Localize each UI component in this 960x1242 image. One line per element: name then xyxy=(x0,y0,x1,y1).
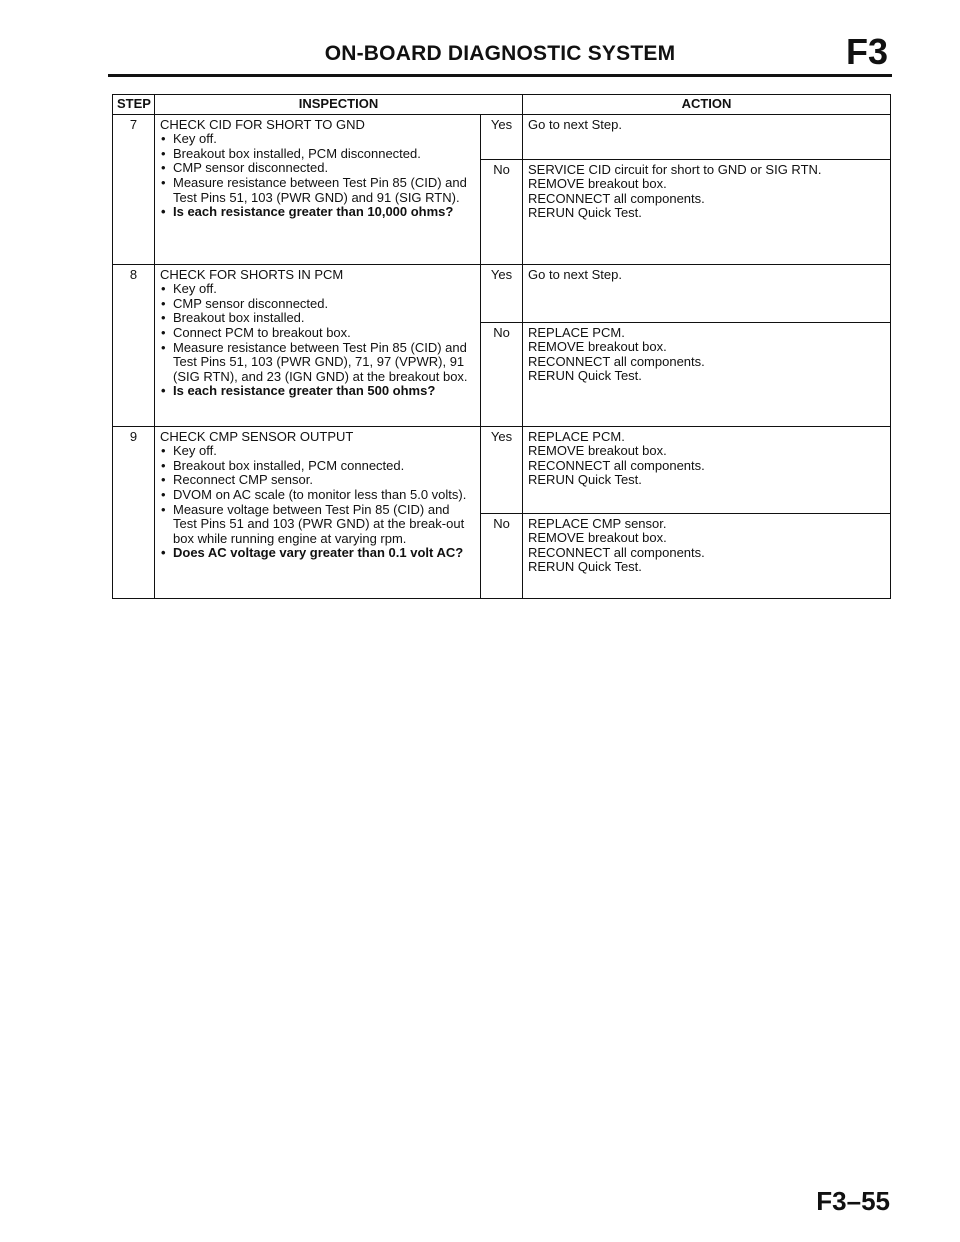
inspection-cell xyxy=(155,114,481,264)
step-number: 7 xyxy=(113,114,155,264)
action-cell-yes xyxy=(523,264,891,322)
action-line: Go to next Step. xyxy=(528,266,622,282)
action-line: REPLACE PCM. xyxy=(528,428,625,444)
action-line: REMOVE breakout box. xyxy=(528,176,667,192)
action-line: REMOVE breakout box. xyxy=(528,339,667,355)
action-cell-yes xyxy=(523,426,891,513)
inspection-item: • CMP sensor disconnected. xyxy=(160,161,475,176)
result-yes-label: Yes xyxy=(481,264,523,322)
action-line: REMOVE breakout box. xyxy=(528,443,667,459)
result-no-label: No xyxy=(481,322,523,426)
inspection-item: • Breakout box installed, PCM disconnected. xyxy=(160,147,475,162)
inspection-question: • Is each resistance greater than 10,000 ohms? xyxy=(160,205,475,220)
action-line: Go to next Step. xyxy=(528,116,622,132)
header-rule xyxy=(108,74,892,77)
inspection-item: • Key off. xyxy=(160,282,475,297)
inspection-cell xyxy=(155,426,481,598)
inspection-title: CHECK FOR SHORTS IN PCM xyxy=(160,266,344,282)
inspection-item: • Key off. xyxy=(160,444,475,459)
inspection-item: • CMP sensor disconnected. xyxy=(160,297,475,312)
inspection-item: • Connect PCM to breakout box. xyxy=(160,326,475,341)
inspection-cell xyxy=(155,264,481,426)
result-no-label: No xyxy=(481,513,523,598)
inspection-question: • Does AC voltage vary greater than 0.1 volt AC? xyxy=(160,546,475,561)
table-row xyxy=(113,426,891,513)
inspection-item: • Breakout box installed. xyxy=(160,311,475,326)
inspection-list xyxy=(160,132,475,220)
result-yes-label: Yes xyxy=(481,114,523,159)
action-line: RECONNECT all components. xyxy=(528,190,705,206)
inspection-item: • Measure resistance between Test Pin 85 (CID) and Test Pins 51, 103 (PWR GND) and 91 (SIG RTN). xyxy=(160,176,475,205)
inspection-list xyxy=(160,444,475,561)
action-line: REMOVE breakout box. xyxy=(528,530,667,546)
inspection-item: • Breakout box installed, PCM connected. xyxy=(160,459,475,474)
inspection-item: • DVOM on AC scale (to monitor less than 5.0 volts). xyxy=(160,488,475,503)
action-line: RERUN Quick Test. xyxy=(528,205,642,221)
action-cell-yes xyxy=(523,114,891,159)
table-header-row xyxy=(113,95,891,115)
inspection-item: • Key off. xyxy=(160,132,475,147)
action-line: REPLACE PCM. xyxy=(528,324,625,340)
inspection-question: • Is each resistance greater than 500 ohms? xyxy=(160,384,475,399)
table-row xyxy=(113,264,891,322)
action-line: RECONNECT all components. xyxy=(528,353,705,369)
inspection-title: CHECK CID FOR SHORT TO GND xyxy=(160,116,365,132)
action-line: RECONNECT all components. xyxy=(528,544,705,560)
result-no-label: No xyxy=(481,159,523,264)
column-header-action: ACTION xyxy=(523,95,891,115)
action-line: REPLACE CMP sensor. xyxy=(528,515,667,531)
table-row xyxy=(113,114,891,159)
page-number: F3–55 xyxy=(816,1186,890,1216)
step-number: 9 xyxy=(113,426,155,598)
action-line: RECONNECT all components. xyxy=(528,457,705,473)
inspection-item: • Measure resistance between Test Pin 85 (CID) and Test Pins 51, 103 (PWR GND), 71, 97 (VPWR), 91 (SIG RTN), and 23 (IGN GND) at the breakout box. xyxy=(160,341,475,385)
section-code: F3 xyxy=(845,31,888,72)
inspection-list xyxy=(160,282,475,399)
action-line: SERVICE CID circuit for short to GND or SIG RTN. xyxy=(528,161,822,177)
inspection-item: • Reconnect CMP sensor. xyxy=(160,473,475,488)
action-line: RERUN Quick Test. xyxy=(528,559,642,575)
diagnostic-table xyxy=(112,94,891,599)
step-number: 8 xyxy=(113,264,155,426)
action-line: RERUN Quick Test. xyxy=(528,472,642,488)
action-line: RERUN Quick Test. xyxy=(528,368,642,384)
page-header xyxy=(108,31,892,74)
column-header-step: STEP xyxy=(113,95,155,115)
page-title: ON-BOARD DIAGNOSTIC SYSTEM xyxy=(324,42,676,65)
action-cell-no xyxy=(523,159,891,264)
inspection-title: CHECK CMP SENSOR OUTPUT xyxy=(160,428,354,444)
inspection-item: • Measure voltage between Test Pin 85 (CID) and Test Pins 51 and 103 (PWR GND) at the break-out box while running engine at varying rpm. xyxy=(160,503,475,547)
result-yes-label: Yes xyxy=(481,426,523,513)
action-cell-no xyxy=(523,513,891,598)
action-cell-no xyxy=(523,322,891,426)
column-header-inspection: INSPECTION xyxy=(155,95,523,115)
